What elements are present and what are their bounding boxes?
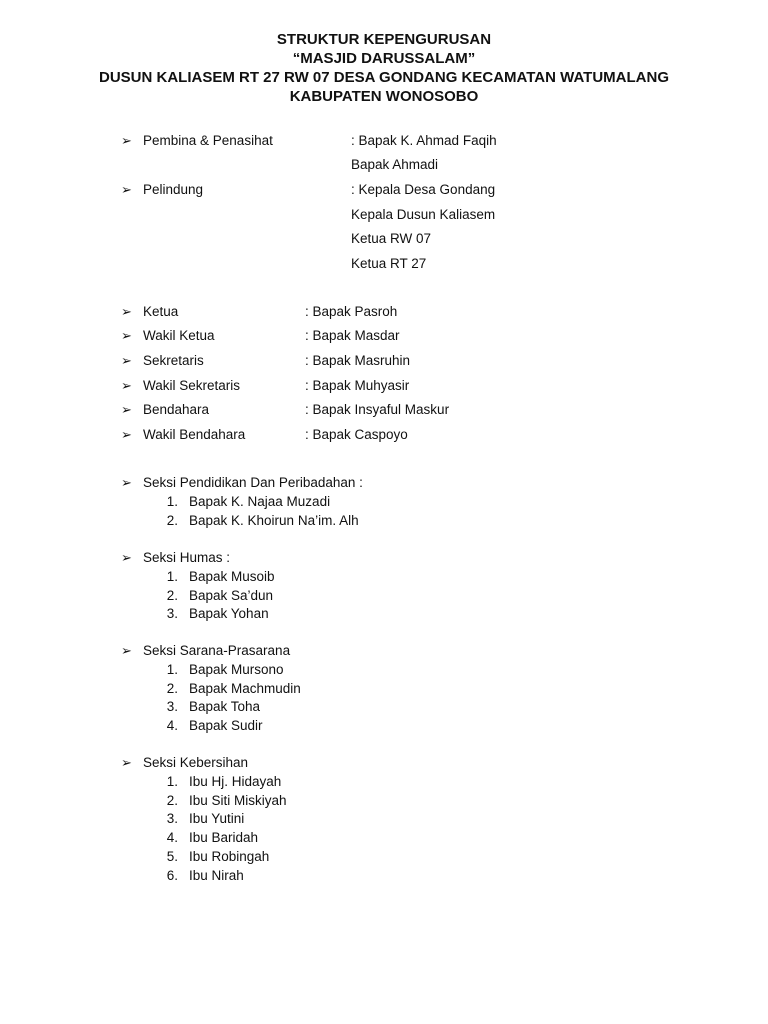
member-name: Bapak Sudir bbox=[189, 718, 263, 733]
title-line-3: DUSUN KALIASEM RT 27 RW 07 DESA GONDANG KECAMATAN WATUMALANG bbox=[98, 69, 669, 86]
member-name: Bapak Mursono bbox=[189, 662, 284, 677]
advisor-value: Kepala Dusun Kaliasem bbox=[351, 207, 496, 222]
bullet-icon: ➢ bbox=[121, 378, 132, 393]
member-number: 2. bbox=[166, 681, 178, 696]
member-name: Bapak K. Najaa Muzadi bbox=[189, 494, 331, 509]
officer-label: Sekretaris bbox=[143, 353, 204, 368]
bullet-icon: ➢ bbox=[121, 755, 132, 770]
member-name: Bapak Musoib bbox=[189, 569, 275, 584]
member-name: Ibu Hj. Hidayah bbox=[189, 774, 282, 789]
member-number: 5. bbox=[166, 849, 178, 864]
bullet-icon: ➢ bbox=[121, 427, 132, 442]
officer-label: Wakil Sekretaris bbox=[143, 378, 241, 393]
officer-value: : Bapak Insyaful Maskur bbox=[305, 402, 450, 417]
member-number: 1. bbox=[166, 662, 178, 677]
title-line-2: “MASJID DARUSSALAM” bbox=[292, 50, 476, 67]
member-number: 4. bbox=[166, 718, 178, 733]
member-number: 6. bbox=[166, 868, 178, 883]
bullet-icon: ➢ bbox=[121, 304, 132, 319]
section-title: Seksi Sarana-Prasarana bbox=[143, 643, 291, 658]
bullet-icon: ➢ bbox=[121, 353, 132, 368]
document-title bbox=[0, 30, 768, 106]
officer-value: : Bapak Masruhin bbox=[305, 353, 411, 368]
advisor-value: Ketua RT 27 bbox=[351, 256, 427, 271]
advisor-label: Pelindung bbox=[143, 182, 204, 197]
member-number: 1. bbox=[166, 494, 178, 509]
officer-value: : Bapak Caspoyo bbox=[305, 427, 408, 442]
bullet-icon: ➢ bbox=[121, 475, 132, 490]
section-title: Seksi Humas : bbox=[143, 550, 231, 565]
advisor-value: Ketua RW 07 bbox=[351, 231, 432, 246]
member-number: 4. bbox=[166, 830, 178, 845]
officer-label: Wakil Ketua bbox=[143, 328, 215, 343]
advisor-value: Bapak Ahmadi bbox=[351, 157, 439, 172]
advisor-value: : Kepala Desa Gondang bbox=[351, 182, 496, 197]
member-name: Ibu Baridah bbox=[189, 830, 259, 845]
member-name: Bapak Sa’dun bbox=[189, 588, 274, 603]
member-number: 2. bbox=[166, 793, 178, 808]
member-name: Ibu Siti Miskiyah bbox=[189, 793, 287, 808]
bullet-icon: ➢ bbox=[121, 182, 132, 197]
member-name: Ibu Yutini bbox=[189, 811, 245, 826]
member-number: 1. bbox=[166, 774, 178, 789]
member-name: Ibu Robingah bbox=[189, 849, 270, 864]
member-name: Bapak K. Khoirun Na’im. Alh bbox=[189, 513, 359, 528]
officer-value: : Bapak Pasroh bbox=[305, 304, 398, 319]
officer-label: Wakil Bendahara bbox=[143, 427, 246, 442]
bullet-icon: ➢ bbox=[121, 643, 132, 658]
officer-value: : Bapak Muhyasir bbox=[305, 378, 410, 393]
member-name: Ibu Nirah bbox=[189, 868, 244, 883]
title-line-4: KABUPATEN WONOSOBO bbox=[289, 88, 479, 105]
bullet-icon: ➢ bbox=[121, 550, 132, 565]
member-number: 3. bbox=[166, 606, 178, 621]
section-title: Seksi Pendidikan Dan Peribadahan : bbox=[143, 475, 363, 490]
member-number: 3. bbox=[166, 699, 178, 714]
bullet-icon: ➢ bbox=[121, 402, 132, 417]
section-title: Seksi Kebersihan bbox=[143, 755, 249, 770]
officer-label: Bendahara bbox=[143, 402, 210, 417]
advisor-label: Pembina & Penasihat bbox=[143, 133, 273, 148]
bullet-icon: ➢ bbox=[121, 328, 132, 343]
member-name: Bapak Machmudin bbox=[189, 681, 301, 696]
member-number: 2. bbox=[166, 588, 178, 603]
member-number: 3. bbox=[166, 811, 178, 826]
officer-label: Ketua bbox=[143, 304, 179, 319]
advisor-value: : Bapak K. Ahmad Faqih bbox=[351, 133, 497, 148]
member-number: 2. bbox=[166, 513, 178, 528]
officer-value: : Bapak Masdar bbox=[305, 328, 400, 343]
title-line-1: STRUKTUR KEPENGURUSAN bbox=[276, 31, 492, 48]
member-number: 1. bbox=[166, 569, 178, 584]
bullet-icon: ➢ bbox=[121, 133, 132, 148]
member-name: Bapak Yohan bbox=[189, 606, 269, 621]
member-name: Bapak Toha bbox=[189, 699, 261, 714]
